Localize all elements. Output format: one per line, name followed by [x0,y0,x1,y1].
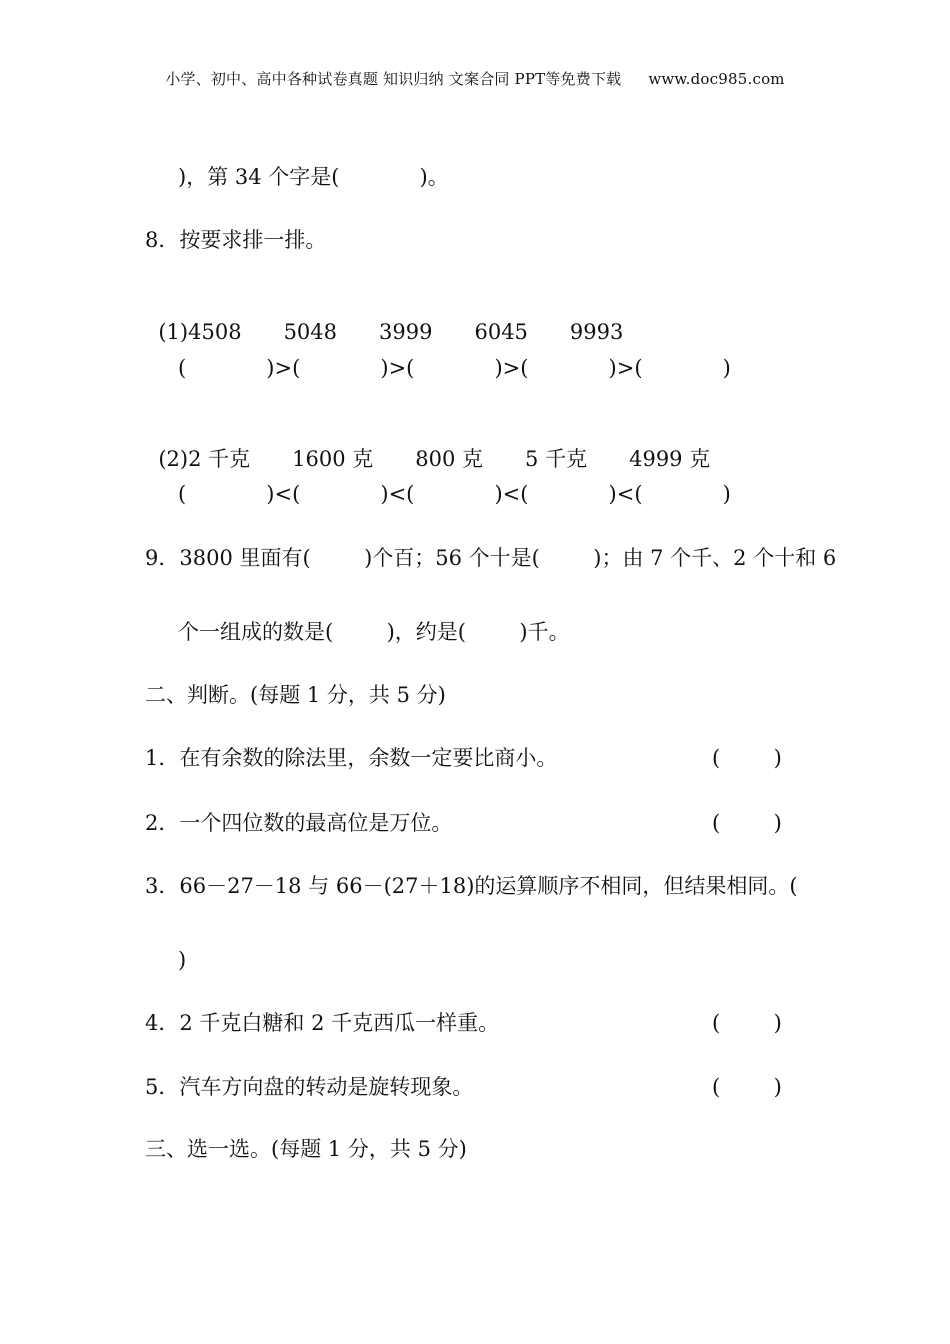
q8-part1-item: 3999 [379,320,433,344]
judge-item-2: 2．一个四位数的最高位是万位。 [145,811,453,835]
q8-part1-item: 9993 [569,320,624,344]
q8-part1-item: 4508 [188,320,242,344]
q8-part2-item: 1600 克 [292,447,374,471]
q8-part2-item: 2 千克 [188,447,251,471]
q8-part1-label: (1) [158,320,189,344]
judge-answer-1: ( ) [712,746,782,770]
judge-item-3: 3．66－27－18 与 66－(27＋18)的运算顺序不相同，但结果相同。( [145,874,798,898]
judge-answer-2: ( ) [712,811,782,835]
judge-answer-5: ( ) [712,1075,782,1099]
section3-title: 三、选一选。(每题 1 分，共 5 分) [145,1137,467,1161]
page-header [0,68,950,89]
q8-part1-answer: ( )>( )>( )>( )>( ) [178,356,731,380]
judge-item-5: 5．汽车方向盘的转动是旋转现象。 [145,1075,474,1099]
q8-part2-item: 5 千克 [525,447,588,471]
q8-part1-item: 5048 [283,320,338,344]
q8-part2-item: 800 克 [415,447,484,471]
q8-part2-label: (2) [158,447,189,471]
q8-part1-item: 6045 [474,320,528,344]
q8-part1-numbers [145,290,665,346]
judge-item-4: 4．2 千克白糖和 2 千克西瓜一样重。 [145,1011,500,1035]
continued-line: )，第 34 个字是( )。 [178,165,449,189]
judge-item-3-cont: ) [178,948,187,972]
section2-title: 二、判断。(每题 1 分，共 5 分) [145,683,446,707]
q9-line1: 9．3800 里面有( )个百；56 个十是( )；由 7 个千、2 个十和 6 [145,546,837,570]
header-url: www.doc985.com [648,70,785,88]
judge-answer-4: ( ) [712,1011,782,1035]
q8-part2-numbers [145,417,752,473]
q8-part2-answer: ( )<( )<( )<( )<( ) [178,482,731,506]
q9-line2: 个一组成的数是( )，约是( )千。 [178,620,570,644]
q8-title: 8．按要求排一排。 [145,228,327,252]
q8-part2-item: 4999 克 [629,447,711,471]
header-text: 小学、初中、高中各种试卷真题 知识归纳 文案合同 PPT等免费下载 [165,70,622,88]
judge-item-1: 1．在有余数的除法里，余数一定要比商小。 [145,746,558,770]
